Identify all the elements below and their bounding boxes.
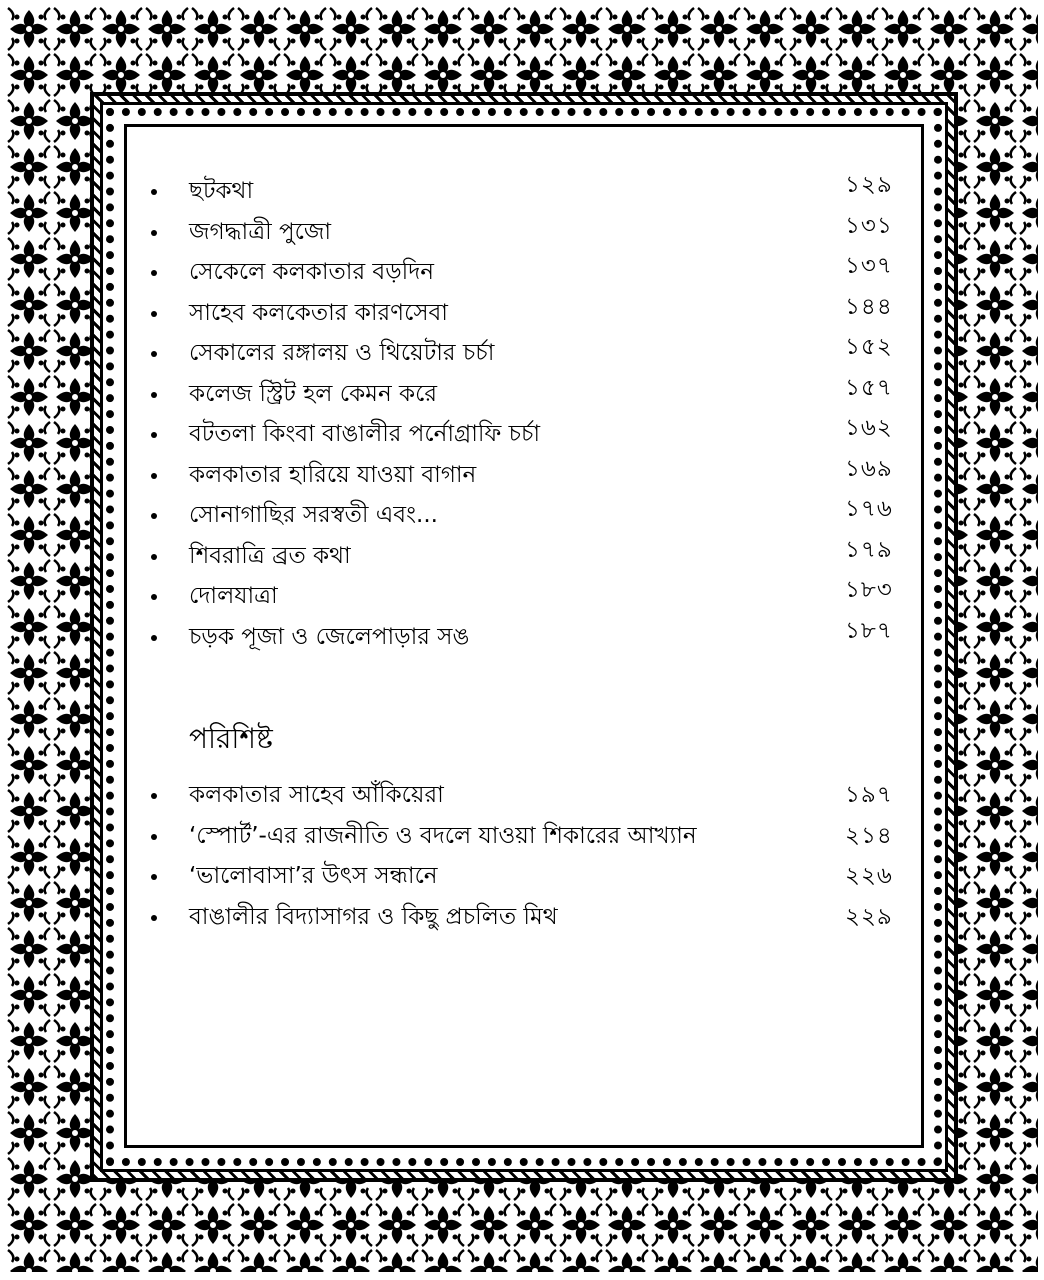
toc-entry-page: ১৮৭ <box>845 617 893 644</box>
bullet-icon <box>151 432 157 438</box>
toc-entry <box>127 856 921 897</box>
bullet-icon <box>151 915 157 921</box>
toc-entry <box>127 536 921 577</box>
toc-entry-title: কলকাতার সাহেব আঁকিয়েরা <box>189 782 444 808</box>
toc-entry-title: সেকালের রঙ্গালয় ও থিয়েটার চর্চা <box>189 340 495 366</box>
bullet-icon <box>151 189 157 195</box>
toc-entry <box>127 414 921 455</box>
bullet-icon <box>151 793 157 799</box>
toc-entry <box>127 495 921 536</box>
appendix-list <box>127 775 921 937</box>
bullet-icon <box>151 473 157 479</box>
toc-entry-title: ছটকথা <box>189 178 254 204</box>
toc-entry <box>127 617 921 658</box>
toc-entry-page: ১৬২ <box>845 415 893 441</box>
toc-entry-title: ‘ভালোবাসা’র উৎস সন্ধানে <box>189 863 438 889</box>
toc-entry-title: বাঙালীর বিদ্যাসাগর ও কিছু প্রচলিত মিথ <box>189 903 558 930</box>
toc-entry-page: ১৬৯ <box>845 455 893 482</box>
toc-entry-page: ১৯৭ <box>845 782 893 808</box>
toc-entry <box>127 171 921 212</box>
toc-entry-title: কলকাতার হারিয়ে যাওয়া বাগান <box>189 461 477 488</box>
bullet-icon <box>151 554 157 560</box>
toc-entry-title: চড়ক পূজা ও জেলেপাড়ার সঙ <box>189 623 470 650</box>
bullet-icon <box>151 594 157 600</box>
toc-entry-title: সেকেলে কলকাতার বড়দিন <box>189 259 435 285</box>
toc-entry-title: কলেজ স্ট্রিট হল কেমন করে <box>189 380 437 407</box>
bullet-icon <box>151 392 157 398</box>
bullet-icon <box>151 874 157 880</box>
toc-entry <box>127 252 921 293</box>
appendix-heading: পরিশিষ্ট <box>189 722 273 755</box>
bullet-icon <box>151 635 157 641</box>
toc-entry-title: সোনাগাছির সরস্বতী এবং... <box>189 502 438 528</box>
toc-entry-page: ১৭৯ <box>845 536 893 563</box>
bullet-icon <box>151 230 157 236</box>
toc-page <box>124 124 924 1148</box>
toc-entry-page: ১৩৭ <box>845 253 893 279</box>
toc-list <box>127 171 921 657</box>
toc-entry <box>127 775 921 816</box>
toc-entry-title: শিবরাত্রি ব্রত কথা <box>189 542 351 569</box>
toc-entry-page: ১৭৬ <box>845 496 893 522</box>
toc-entry <box>127 293 921 334</box>
toc-entry <box>127 374 921 415</box>
toc-entry-title: বটতলা কিংবা বাঙালীর পর্নোগ্রাফি চর্চা <box>189 421 541 447</box>
bullet-icon <box>151 270 157 276</box>
toc-entry <box>127 455 921 496</box>
toc-entry-title: সাহেব কলকেতার কারণসেবা <box>189 299 448 326</box>
toc-entry-page: ১৫২ <box>845 334 893 360</box>
toc-entry-title: জগদ্ধাত্রী পুজো <box>189 218 332 245</box>
toc-entry-page: ১৩১ <box>845 212 893 239</box>
toc-entry-page: ২২৬ <box>845 863 893 889</box>
toc-entry <box>127 333 921 374</box>
toc-entry-page: ১২৯ <box>845 172 893 198</box>
bullet-icon <box>151 311 157 317</box>
toc-entry <box>127 212 921 253</box>
toc-entry-title: ‘স্পোর্ট’-এর রাজনীতি ও বদলে যাওয়া শিকারের আখ্যান <box>189 822 697 849</box>
toc-entry-page: ২২৯ <box>845 903 893 930</box>
toc-entry-page: ১৫৭ <box>845 374 893 401</box>
toc-entry-title: দোলযাত্রা <box>189 583 278 609</box>
toc-entry-page: ১৪৪ <box>845 293 893 320</box>
toc-entry <box>127 576 921 617</box>
bullet-icon <box>151 513 157 519</box>
toc-entry <box>127 897 921 938</box>
bullet-icon <box>151 834 157 840</box>
toc-entry <box>127 816 921 857</box>
toc-entry-page: ১৮৩ <box>845 577 893 603</box>
bullet-icon <box>151 351 157 357</box>
toc-entry-page: ২১৪ <box>845 822 893 849</box>
